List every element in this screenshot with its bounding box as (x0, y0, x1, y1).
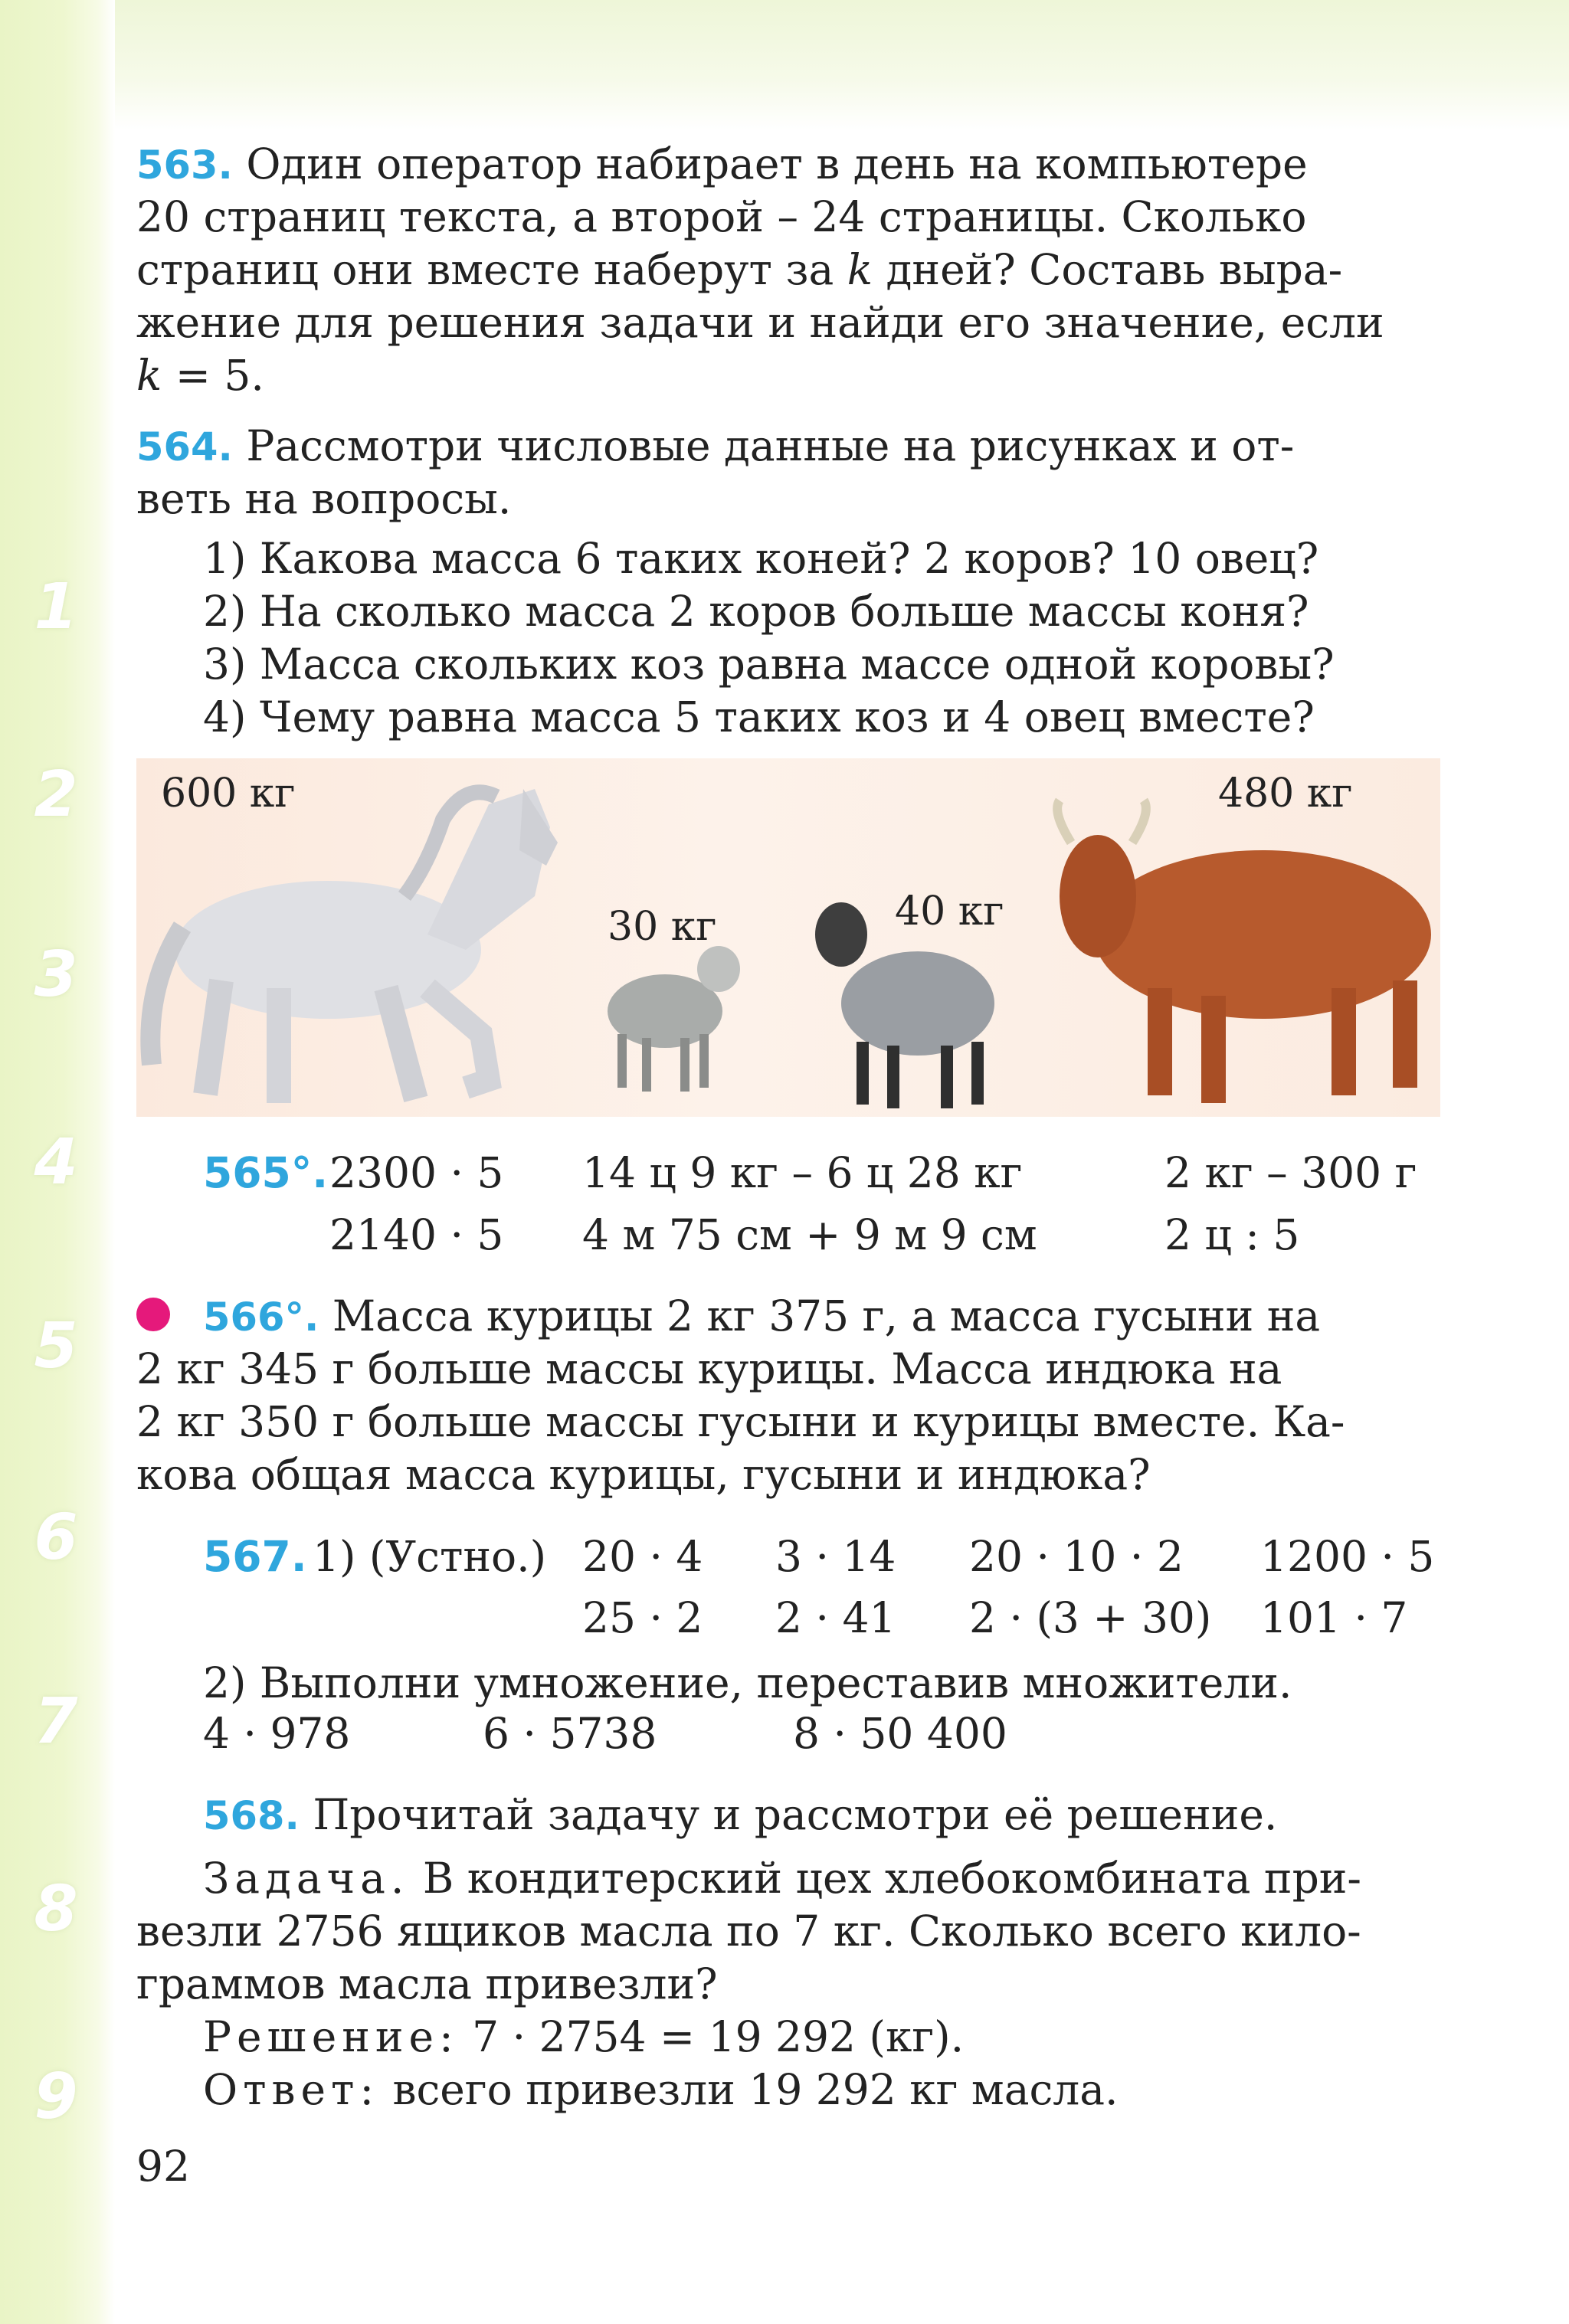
solution-label: Решение: (203, 2012, 459, 2061)
question-3: 3) Масса скольких коз равна массе одной коровы? (203, 640, 1335, 689)
variable-k: k (847, 245, 873, 294)
goat-image (608, 946, 740, 1092)
expression: 2140 · 5 (329, 1210, 504, 1259)
task-number: 563. (136, 143, 233, 188)
goat-mass-label: 30 кг (608, 904, 717, 950)
expression: 101 · 7 (1260, 1593, 1408, 1642)
expression: 4 · 978 (203, 1709, 351, 1758)
difficulty-marker (136, 1298, 170, 1331)
expression: 2 · (3 + 30) (969, 1593, 1212, 1642)
task-566-line-3: 2 кг 350 г больше массы гусыни и курицы вместе. Ка- (136, 1397, 1345, 1446)
task-number: 567. (203, 1532, 307, 1581)
task-566-line-2: 2 кг 345 г больше массы курицы. Масса индюка на (136, 1344, 1282, 1393)
task-563-line-4: жение для решения задачи и найди его значение, если (136, 298, 1384, 347)
chapter-marker-1: 1 (34, 571, 78, 643)
task-566-line-4: кова общая масса курицы, гусыни и индюка? (136, 1450, 1151, 1499)
expression: 2 · 41 (775, 1593, 896, 1642)
expression: 2 ц : 5 (1164, 1210, 1300, 1259)
problem-line-2: везли 2756 ящиков масла по 7 кг. Сколько всего кило- (136, 1907, 1361, 1956)
question-1: 1) Какова масса 6 таких коней? 2 коров? 10 овец? (203, 534, 1319, 583)
top-band (0, 0, 1569, 130)
task-564-intro-2: веть на вопросы. (136, 474, 512, 523)
chapter-marker-8: 8 (34, 1873, 78, 1946)
chapter-marker-2: 2 (34, 758, 78, 831)
expression: 25 · 2 (582, 1593, 703, 1642)
task-number: 566°. (203, 1295, 319, 1340)
answer-line: Ответ: всего привезли 19 292 кг масла. (203, 2065, 1119, 2114)
cow-mass-label: 480 кг (1218, 771, 1353, 817)
problem-label: Задача. (203, 1854, 410, 1903)
part-2-text: 2) Выполни умножение, переставив множители. (203, 1658, 1292, 1707)
chapter-marker-9: 9 (34, 2061, 78, 2133)
sheep-mass-label: 40 кг (895, 889, 1004, 935)
expression: 2 кг – 300 г (1164, 1148, 1417, 1197)
expression: 8 · 50 400 (793, 1709, 1007, 1758)
task-number: 564. (136, 425, 233, 470)
expression: 2300 · 5 (329, 1148, 504, 1197)
cow-image (1057, 800, 1431, 1103)
animals-illustration (136, 758, 1440, 1117)
chapter-marker-4: 4 (34, 1126, 78, 1199)
chapter-marker-5: 5 (34, 1310, 78, 1383)
page-number: 92 (136, 2142, 190, 2191)
chapter-marker-6: 6 (34, 1501, 78, 1574)
question-2: 2) На сколько масса 2 коров больше массы коня? (203, 587, 1309, 636)
expression: 1200 · 5 (1260, 1532, 1435, 1581)
task-566-line-1: 566°. Масса курицы 2 кг 375 г, а масса гусыни на (203, 1291, 1321, 1340)
part-1-label: 1) (Устно.) (313, 1532, 547, 1581)
variable-k: k (136, 351, 162, 400)
task-number: 565°. (203, 1148, 329, 1197)
expression: 14 ц 9 кг – 6 ц 28 кг (582, 1148, 1023, 1197)
task-563-line-5: k = 5. (136, 351, 264, 400)
expression: 4 м 75 см + 9 м 9 см (582, 1210, 1037, 1259)
answer-label: Ответ: (203, 2065, 379, 2114)
task-568-intro: 568. Прочитай задачу и рассмотри её решение. (203, 1790, 1278, 1839)
expression: 3 · 14 (775, 1532, 896, 1581)
problem-line-3: граммов масла привезли? (136, 1959, 718, 2008)
solution-line: Решение: 7 · 2754 = 19 292 (кг). (203, 2012, 965, 2061)
question-4: 4) Чему равна масса 5 таких коз и 4 овец вместе? (203, 692, 1315, 741)
horse-image (150, 789, 558, 1103)
task-number: 568. (203, 1794, 300, 1839)
task-564-intro-1: 564. Рассмотри числовые данные на рисунках и от- (136, 421, 1295, 470)
chapter-marker-3: 3 (34, 938, 78, 1011)
task-563-line-3: страниц они вместе наберут за k дней? Составь выра- (136, 245, 1343, 294)
task-563-line-1: 563. Один оператор набирает в день на компьютере (136, 139, 1308, 188)
problem-line-1: Задача. В кондитерский цех хлебокомбината при- (203, 1854, 1362, 1903)
horse-mass-label: 600 кг (161, 771, 296, 817)
expression: 20 · 10 · 2 (969, 1532, 1184, 1581)
chapter-marker-7: 7 (34, 1685, 78, 1758)
expression: 6 · 5738 (483, 1709, 657, 1758)
task-563-line-2: 20 страниц текста, а второй – 24 страницы. Сколько (136, 192, 1307, 241)
expression: 20 · 4 (582, 1532, 703, 1581)
